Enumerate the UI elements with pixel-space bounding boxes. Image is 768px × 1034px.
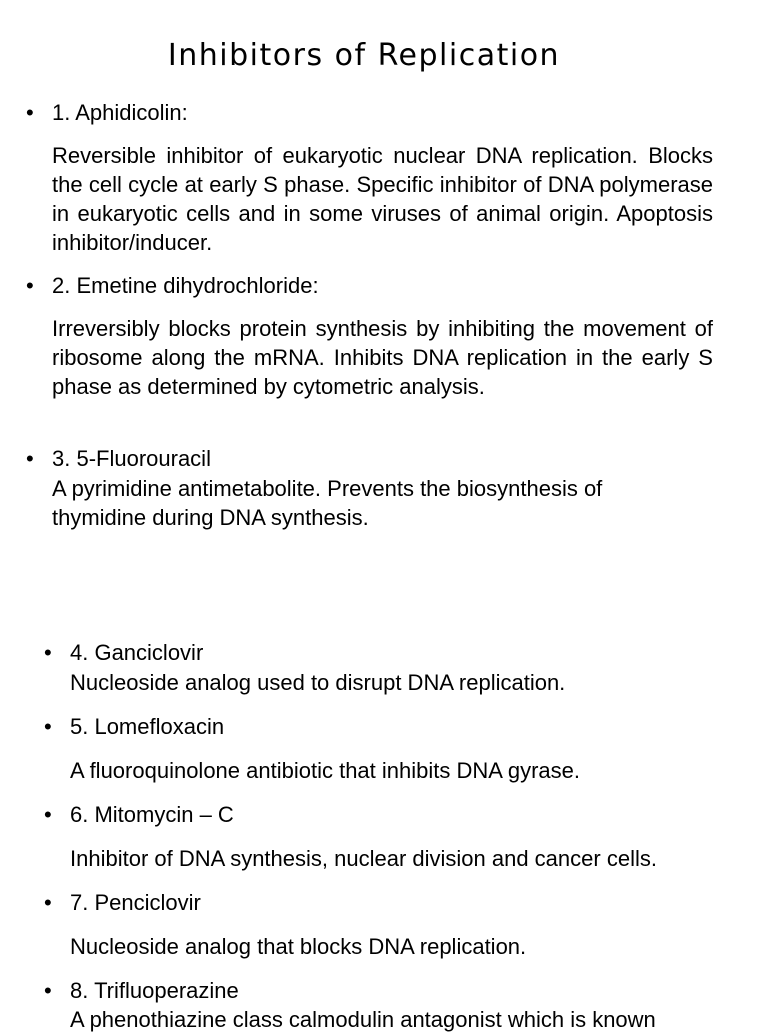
item-label-lomefloxacin: 5. Lomefloxacin [70, 714, 225, 739]
bullet-marker: • [26, 273, 34, 298]
item-label-trifluoperazine: 8. Trifluoperazine [70, 978, 239, 1003]
item-description-fluorouracil-line-2: thymidine during DNA synthesis. [52, 505, 369, 530]
page-title: Inhibitors of Replication [167, 38, 561, 73]
bullet-marker: • [44, 714, 52, 739]
item-description-ganciclovir: Nucleoside analog used to disrupt DNA replication. [70, 670, 566, 695]
item-label-mitomycin: 6. Mitomycin – C [70, 802, 234, 827]
item-description-emetine: Irreversibly blocks protein synthesis by inhibiting the movement of ribosome along the mRNA. Inhibits DNA replication in the early S phase as determined by cytometric analysis. [52, 316, 713, 399]
item-label-ganciclovir: 4. Ganciclovir [70, 640, 204, 665]
item-description-trifluoperazine: A phenothiazine class calmodulin antagonist which is known [70, 1007, 656, 1032]
item-label-aphidicolin: 1. Aphidicolin: [52, 100, 188, 125]
bullet-marker: • [44, 802, 52, 827]
bullet-marker: • [26, 446, 34, 471]
item-description-lomefloxacin: A fluoroquinolone antibiotic that inhibits DNA gyrase. [70, 758, 580, 783]
item-description-mitomycin: Inhibitor of DNA synthesis, nuclear division and cancer cells. [70, 846, 657, 871]
bullet-marker: • [44, 978, 52, 1003]
item-label-fluorouracil: 3. 5-Fluorouracil [52, 446, 211, 471]
item-description-fluorouracil-line-1: A pyrimidine antimetabolite. Prevents the biosynthesis of [52, 476, 603, 501]
bullet-marker: • [26, 100, 34, 125]
item-label-penciclovir: 7. Penciclovir [70, 890, 201, 915]
item-label-emetine: 2. Emetine dihydrochloride: [52, 273, 319, 298]
item-description-aphidicolin: Reversible inhibitor of eukaryotic nuclear DNA replication. Blocks the cell cycle at early S phase. Specific inhibitor of DNA polymerase in eukaryotic cells and in some viruses of animal origin. Apoptosis inhibitor/inducer. [52, 143, 713, 255]
bullet-marker: • [44, 890, 52, 915]
item-description-penciclovir: Nucleoside analog that blocks DNA replication. [70, 934, 527, 959]
bullet-marker: • [44, 640, 52, 665]
